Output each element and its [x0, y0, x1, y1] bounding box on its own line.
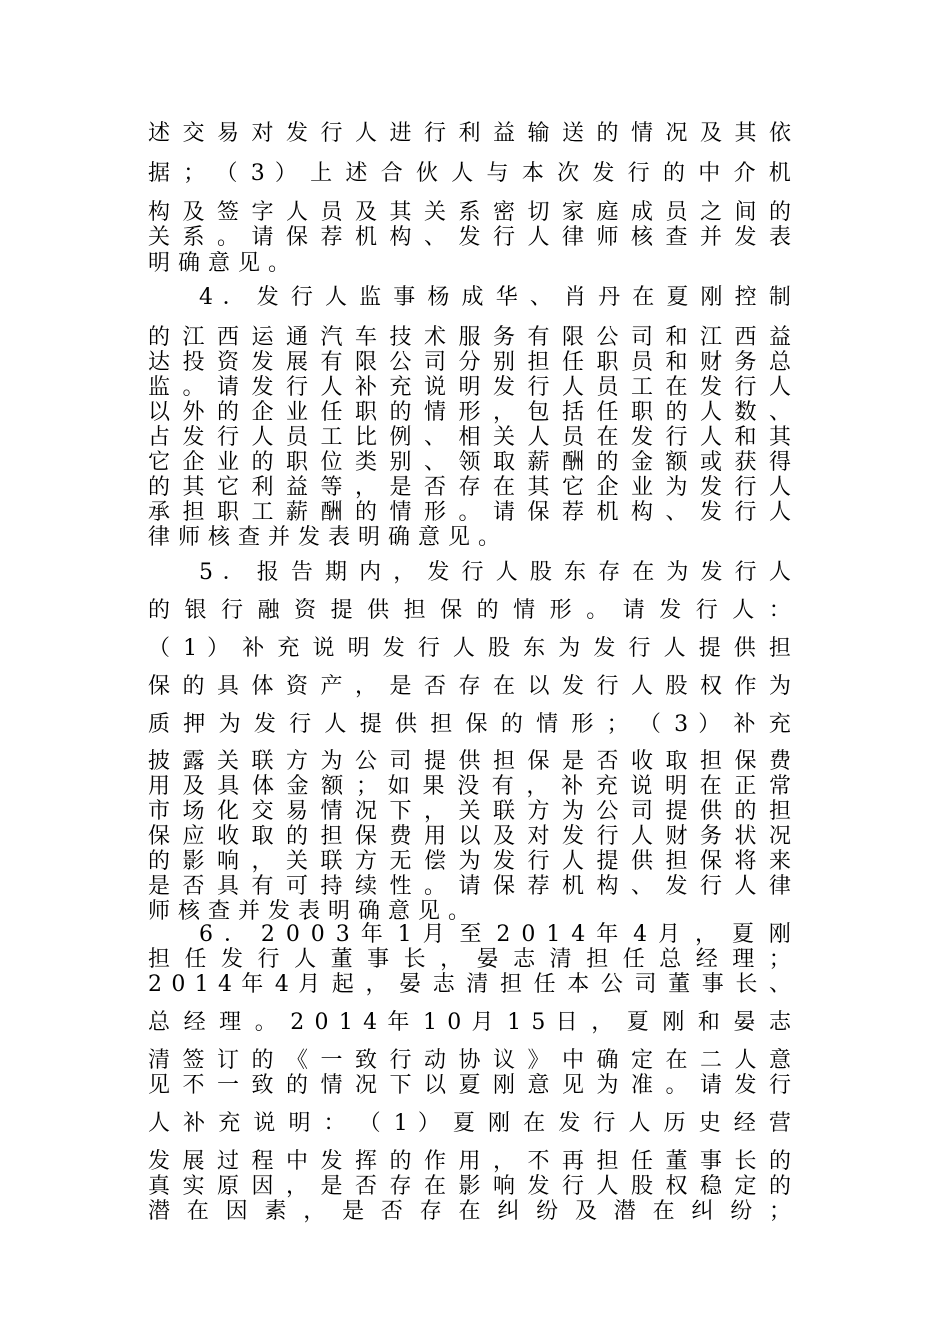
text-line: 关 系 。 请 保 荐 机 构 、 发 行 人 律 师 核 查 并 发 表	[148, 225, 792, 250]
text-line: 达 投 资 发 展 有 限 公 司 分 别 担 任 职 员 和 财 务 总	[148, 350, 792, 375]
text-line: 质 押 为 发 行 人 提 供 担 保 的 情 形 ； （ 3 ） 补 充	[148, 712, 791, 737]
text-line: 用 及 具 体 金 额 ； 如 果 没 有 ， 补 充 说 明 在 正 常	[148, 774, 792, 799]
text-line: 发 展 过 程 中 发 挥 的 作 用 ， 不 再 担 任 董 事 长 的	[148, 1149, 792, 1174]
text-line: 的 影 响 ， 关 联 方 无 偿 为 发 行 人 提 供 担 保 将 来	[148, 849, 792, 874]
text-line: 披 露 关 联 方 为 公 司 提 供 担 保 是 否 收 取 担 保 费	[148, 749, 792, 774]
paragraph-5-start: 5 ． 报 告 期 内 ， 发 行 人 股 东 存 在 为 发 行 人	[199, 560, 791, 585]
text-line: 监 。 请 发 行 人 补 充 说 明 发 行 人 员 工 在 发 行 人	[148, 375, 792, 400]
text-line: 清 签 订 的 《 一 致 行 动 协 议 》 中 确 定 在 二 人 意	[148, 1048, 792, 1073]
text-line: 见 不 一 致 的 情 况 下 以 夏 刚 意 见 为 准 。 请 发 行	[148, 1073, 792, 1098]
text-line: （ 1 ） 补 充 说 明 发 行 人 股 东 为 发 行 人 提 供 担	[148, 636, 791, 661]
text-line: 市 场 化 交 易 情 况 下 ， 关 联 方 为 公 司 提 供 的 担	[148, 799, 792, 824]
paragraph-4-start: 4 ． 发 行 人 监 事 杨 成 华 、 肖 丹 在 夏 刚 控 制	[199, 285, 791, 310]
text-line: 它 企 业 的 职 位 类 别 、 领 取 薪 酬 的 金 额 或 获 得	[148, 450, 792, 475]
text-line: 明确意见。	[148, 251, 299, 276]
text-line: 律师核查并发表明确意见。	[148, 525, 509, 550]
text-line: 保 应 收 取 的 担 保 费 用 以 及 对 发 行 人 财 务 状 况	[148, 824, 792, 849]
text-line: 担 任 发 行 人 董 事 长 ， 晏 志 清 担 任 总 经 理 ；	[148, 947, 791, 972]
text-line: 人 补 充 说 明 ： （ 1 ） 夏 刚 在 发 行 人 历 史 经 营	[148, 1111, 791, 1136]
text-line: 的 银 行 融 资 提 供 担 保 的 情 形 。 请 发 行 人 ：	[148, 598, 791, 623]
text-line: 占 发 行 人 员 工 比 例 、 相 关 人 员 在 发 行 人 和 其	[148, 425, 792, 450]
text-line: 师核查并发表明确意见。	[148, 899, 479, 924]
text-line: 潜 在 因 素 ， 是 否 存 在 纠 纷 及 潜 在 纠 纷 ；	[148, 1199, 792, 1224]
text-line: 承 担 职 工 薪 酬 的 情 形 。 请 保 荐 机 构 、 发 行 人	[148, 500, 792, 525]
text-line: 述 交 易 对 发 行 人 进 行 利 益 输 送 的 情 况 及 其 依	[148, 121, 792, 146]
text-line: 的 其 它 利 益 等 ， 是 否 存 在 其 它 企 业 为 发 行 人	[148, 475, 792, 500]
text-line: 保 的 具 体 资 产 ， 是 否 存 在 以 发 行 人 股 权 作 为	[148, 674, 792, 699]
text-line: 据 ； （ 3 ） 上 述 合 伙 人 与 本 次 发 行 的 中 介 机	[148, 161, 791, 186]
text-line: 的 江 西 运 通 汽 车 技 术 服 务 有 限 公 司 和 江 西 益	[148, 325, 792, 350]
text-line: 总 经 理 。 2 0 1 4 年 1 0 月 1 5 日 ， 夏 刚 和 晏 志	[148, 1010, 792, 1035]
text-line: 2 0 1 4 年 4 月 起 ， 晏 志 清 担 任 本 公 司 董 事 长 、	[148, 972, 791, 997]
text-line: 是 否 具 有 可 持 续 性 。 请 保 荐 机 构 、 发 行 人 律	[148, 874, 792, 899]
text-line: 以 外 的 企 业 任 职 的 情 形 ， 包 括 任 职 的 人 数 、	[148, 400, 792, 425]
paragraph-6-start: 6 ． 2 0 0 3 年 1 月 至 2 0 1 4 年 4 月 ， 夏 刚	[199, 922, 791, 947]
text-line: 构 及 签 字 人 员 及 其 关 系 密 切 家 庭 成 员 之 间 的	[148, 200, 792, 225]
text-line: 真 实 原 因 ， 是 否 存 在 影 响 发 行 人 股 权 稳 定 的	[148, 1174, 792, 1199]
